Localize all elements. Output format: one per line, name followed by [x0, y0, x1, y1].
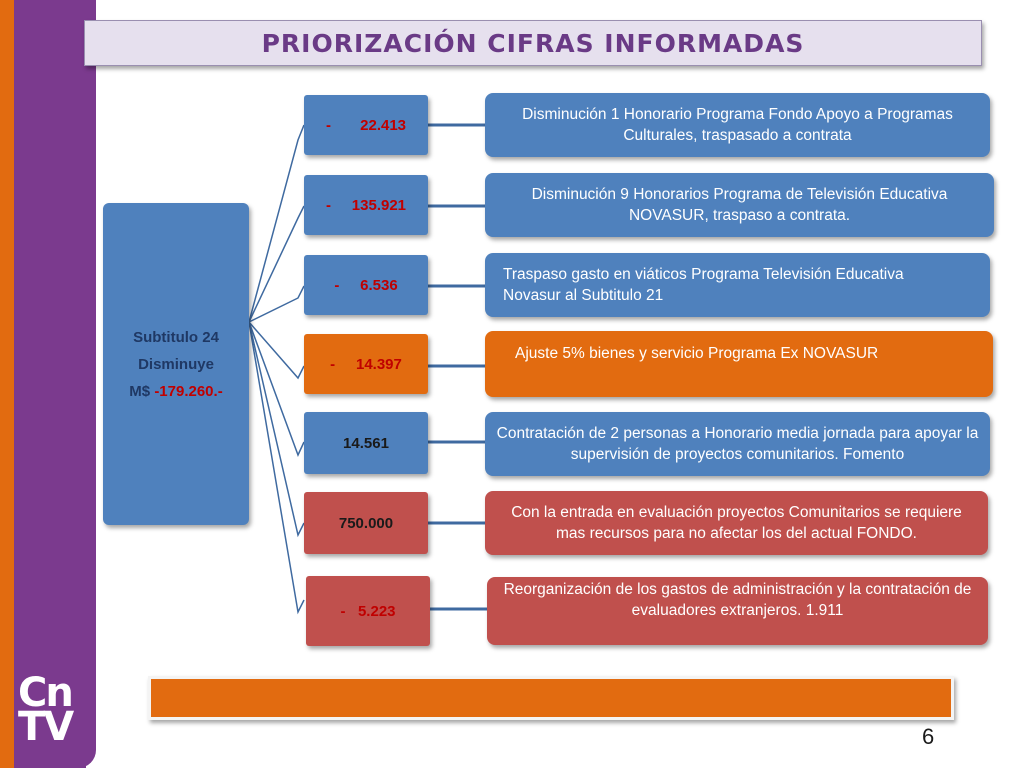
connector-root-5	[249, 322, 304, 455]
description-1: Disminución 1 Honorario Programa Fondo Apoyo a Programas Culturales, traspasado a contrata	[522, 106, 953, 144]
value-box-1: - 22.413	[304, 95, 428, 155]
description-7: Reorganización de los gastos de administración y la contratación de evaluadores extranjeros. 1.911	[503, 581, 972, 619]
value-box-5: 14.561	[304, 412, 428, 474]
bottom-orange-bar	[148, 676, 954, 720]
root-line-3	[129, 378, 222, 405]
root-amount-prefix: M$	[129, 382, 155, 400]
description-box-4	[485, 331, 993, 397]
root-node-subtitulo-24	[103, 203, 249, 525]
logo-line-2: TV	[18, 704, 73, 750]
description-box-2	[485, 173, 994, 237]
description-box-7	[487, 577, 988, 645]
connector-root-7	[249, 322, 304, 612]
root-amount-value: -179.260.-	[154, 382, 223, 400]
page-title: PRIORIZACIÓN CIFRAS INFORMADAS	[261, 28, 805, 58]
description-box-1	[485, 93, 990, 157]
value-box-7: - 5.223	[306, 576, 430, 646]
description-box-5	[485, 412, 990, 476]
description-3: Traspaso gasto en viáticos Programa Televisión Educativa Novasur al Subtitulo 21	[503, 266, 904, 304]
logo-line-1: Cn	[18, 670, 72, 716]
description-box-6	[485, 491, 988, 555]
description-4: Ajuste 5% bienes y servicio Programa Ex NOVASUR	[515, 345, 879, 362]
description-6: Con la entrada en evaluación proyectos Comunitarios se requiere mas recursos para no afectar los del actual FONDO.	[511, 504, 962, 542]
page-number: 6	[922, 724, 935, 749]
description-2: Disminución 9 Honorarios Programa de Televisión Educativa NOVASUR, traspaso a contrata.	[531, 186, 948, 224]
value-box-6: 750.000	[304, 492, 428, 554]
value-box-3: - 6.536	[304, 255, 428, 315]
connector-root-2	[249, 206, 304, 322]
description-5: Contratación de 2 personas a Honorario media jornada para apoyar la supervisión de proyectos comunitarios. Fomento	[496, 425, 979, 463]
description-box-3	[485, 253, 990, 317]
value-box-4: - 14.397	[304, 334, 428, 394]
root-line-2: Disminuye	[138, 355, 214, 373]
root-line-1: Subtitulo 24	[133, 328, 219, 346]
value-box-2: - 135.921	[304, 175, 428, 235]
